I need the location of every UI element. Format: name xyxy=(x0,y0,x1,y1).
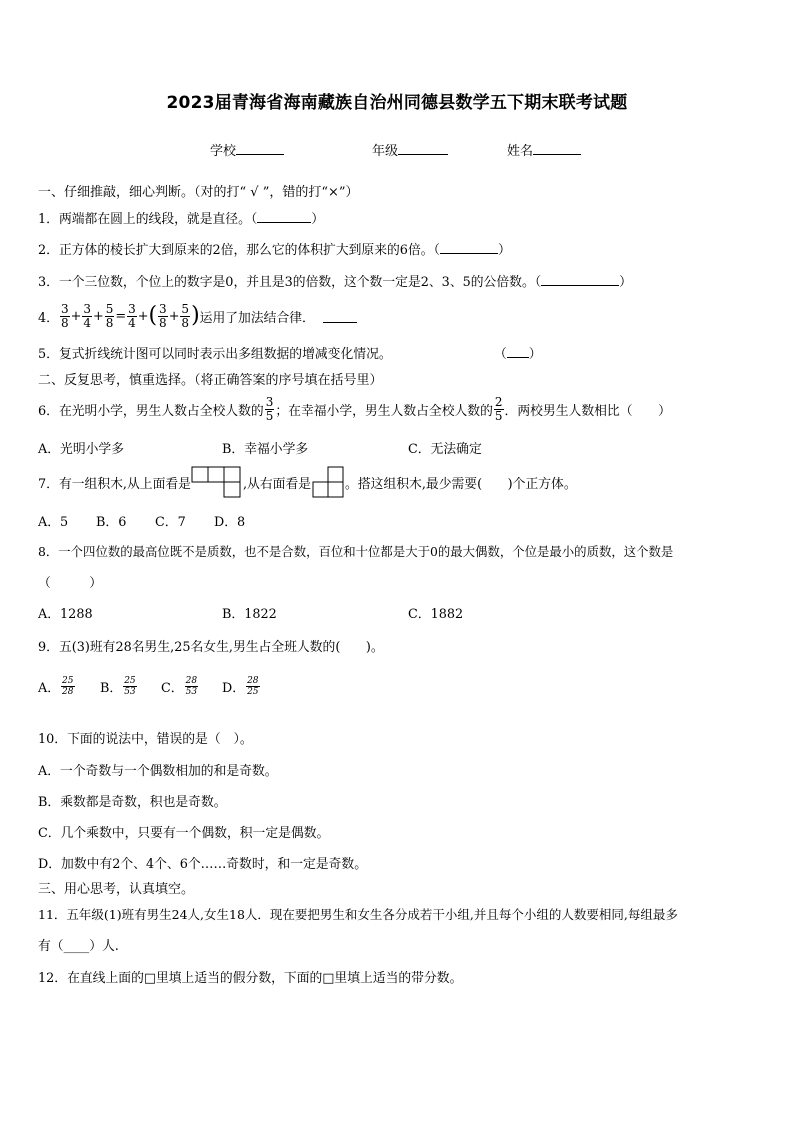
question-7 xyxy=(38,465,577,499)
question-4-suffix: 运用了加法结合律． xyxy=(199,310,315,326)
question-5-text: 5．复式折线统计图可以同时表示出多组数据的增减变化情况。 xyxy=(38,347,392,362)
option-label: B． xyxy=(100,681,123,696)
grade-label: 年级 xyxy=(372,144,399,159)
question-2-blank[interactable] xyxy=(440,241,498,254)
question-3-blank[interactable] xyxy=(541,273,619,286)
equals-sign: = xyxy=(115,308,127,324)
name-blank xyxy=(533,142,581,155)
question-4-blank[interactable] xyxy=(323,310,357,323)
question-8-option-b[interactable]: B．1822 xyxy=(222,607,277,622)
question-6-text-a: 6．在光明小学，男生人数占全校人数的 xyxy=(38,403,264,419)
question-10-option-b[interactable]: B．乘数都是奇数，积也是奇数。 xyxy=(38,795,227,810)
open-paren: ( xyxy=(148,303,158,328)
question-12: 12．在直线上面的□里填上适当的假分数，下面的□里填上适当的带分数。 xyxy=(38,971,463,986)
fraction: $\frac{25}{53}$ xyxy=(124,676,136,697)
question-1-close: ） xyxy=(311,212,325,227)
option-label: A． xyxy=(38,681,61,696)
option-label: C． xyxy=(161,681,184,696)
question-8-line-2: （ ） xyxy=(38,576,102,591)
right-view-grid-icon xyxy=(311,466,345,498)
question-6 xyxy=(38,393,671,425)
question-5-answer xyxy=(494,343,542,362)
page-title: 2023届青海省海南藏族自治州同德县数学五下期末联考试题 xyxy=(166,93,628,113)
question-6-option-b[interactable]: B．幸福小学多 xyxy=(222,442,309,457)
fraction: $\frac{3}{4}$ xyxy=(128,301,136,330)
question-9-option-d[interactable] xyxy=(222,676,261,697)
question-7-option-b[interactable]: B．6 xyxy=(96,515,127,530)
question-7-text-c: 。搭这组积木,最少需要( )个正方体。 xyxy=(345,476,577,492)
question-5 xyxy=(38,343,392,362)
question-6-option-a[interactable]: A．光明小学多 xyxy=(38,442,125,457)
fraction: $\frac{3}{4}$ xyxy=(83,301,91,330)
question-3 xyxy=(38,271,632,290)
plus-sign: + xyxy=(70,308,82,324)
question-11-line-1: 11．五年级(1)班有男生24人,女生18人．现在要把男生和女生各分成若干小组,并且每个小组的人数要相同,每组最多 xyxy=(38,907,678,922)
question-6-text-c: ．两校男生人数相比（ ） xyxy=(504,403,671,419)
section-3-heading: 三、用心思考，认真填空。 xyxy=(38,882,195,897)
question-8-line-1: 8．一个四位数的最高位既不是质数，也不是合数，百位和十位都是大于0的最大偶数，个位是最小的质数，这个数是 xyxy=(38,544,674,559)
question-4-number: 4． xyxy=(38,310,59,326)
fraction: $\frac{3}{8}$ xyxy=(159,301,167,330)
section-1-heading: 一、仔细推敲，细心判断。（对的打“ √ ”，错的打“×”） xyxy=(38,185,359,200)
question-7-text-a: 7．有一组积木,从上面看是 xyxy=(38,476,191,492)
fraction: $\frac{3}{5}$ xyxy=(265,394,274,423)
grade-field xyxy=(372,140,448,159)
fraction: $\frac{28}{53}$ xyxy=(185,676,198,697)
question-7-option-d[interactable]: D．8 xyxy=(214,515,246,530)
question-8-option-c[interactable]: C．1882 xyxy=(408,607,464,622)
question-8-option-a[interactable]: A．1288 xyxy=(38,607,93,622)
fraction: $\frac{25}{28}$ xyxy=(62,676,74,697)
fraction: $\frac{28}{25}$ xyxy=(247,676,259,697)
name-field xyxy=(507,140,581,159)
question-10: 10．下面的说法中，错误的是（ ）。 xyxy=(38,732,253,747)
grade-blank xyxy=(398,142,448,155)
question-10-option-a[interactable]: A．一个奇数与一个偶数相加的和是奇数。 xyxy=(38,764,278,779)
question-9-option-a[interactable] xyxy=(38,676,76,697)
question-11-line-2: 有（____）人. xyxy=(38,939,119,954)
question-2 xyxy=(38,239,511,258)
question-5-open: （ xyxy=(494,347,507,362)
plus-sign: + xyxy=(92,308,104,324)
question-4 xyxy=(38,300,357,332)
option-label: D． xyxy=(222,681,246,696)
question-1 xyxy=(38,208,324,227)
plus-sign: + xyxy=(137,308,149,324)
school-blank xyxy=(236,142,284,155)
question-2-close: ） xyxy=(497,243,511,258)
fraction: $\frac{2}{5}$ xyxy=(494,394,503,423)
question-3-text: 3．一个三位数，个位上的数字是0，并且是3的倍数，这个数一定是2、3、5的公倍数。（ xyxy=(38,275,542,290)
question-3-close: ） xyxy=(619,275,632,290)
question-7-option-a[interactable]: A．5 xyxy=(38,515,69,530)
question-2-text: 2．正方体的棱长扩大到原来的2倍，那么它的体积扩大到原来的6倍。（ xyxy=(38,243,440,258)
fraction: $\frac{5}{8}$ xyxy=(105,301,114,330)
question-9-option-c[interactable] xyxy=(161,676,199,697)
fraction: $\frac{3}{8}$ xyxy=(60,301,69,330)
close-paren: ) xyxy=(191,303,200,328)
fraction: $\frac{5}{8}$ xyxy=(181,301,190,330)
question-1-blank[interactable] xyxy=(257,210,311,223)
question-7-option-c[interactable]: C．7 xyxy=(155,515,186,530)
question-10-option-d[interactable]: D．加数中有2个、4个、6个……奇数时，和一定是奇数。 xyxy=(38,857,368,872)
section-2-heading: 二、反复思考，慎重选择。（将正确答案的序号填在括号里） xyxy=(38,373,383,388)
school-label: 学校 xyxy=(210,144,237,159)
question-6-text-b: ；在幸福小学，男生人数占全校人数的 xyxy=(275,403,493,419)
question-9-option-b[interactable] xyxy=(100,676,138,697)
plus-sign: + xyxy=(168,308,180,324)
question-6-option-c[interactable]: C．无法确定 xyxy=(408,442,482,457)
question-5-close: ） xyxy=(528,347,542,362)
question-1-text: 1．两端都在圆上的线段，就是直径。（ xyxy=(38,212,258,227)
question-7-text-b: ,从右面看是 xyxy=(242,476,312,492)
school-field xyxy=(210,140,284,159)
question-5-blank[interactable] xyxy=(507,345,529,358)
question-9: 9．五(3)班有28名男生,25名女生,男生占全班人数的( )。 xyxy=(38,640,384,655)
top-view-grid-icon xyxy=(191,466,243,498)
name-label: 姓名 xyxy=(507,144,534,159)
question-10-option-c[interactable]: C．几个乘数中，只要有一个偶数，积一定是偶数。 xyxy=(38,826,330,841)
